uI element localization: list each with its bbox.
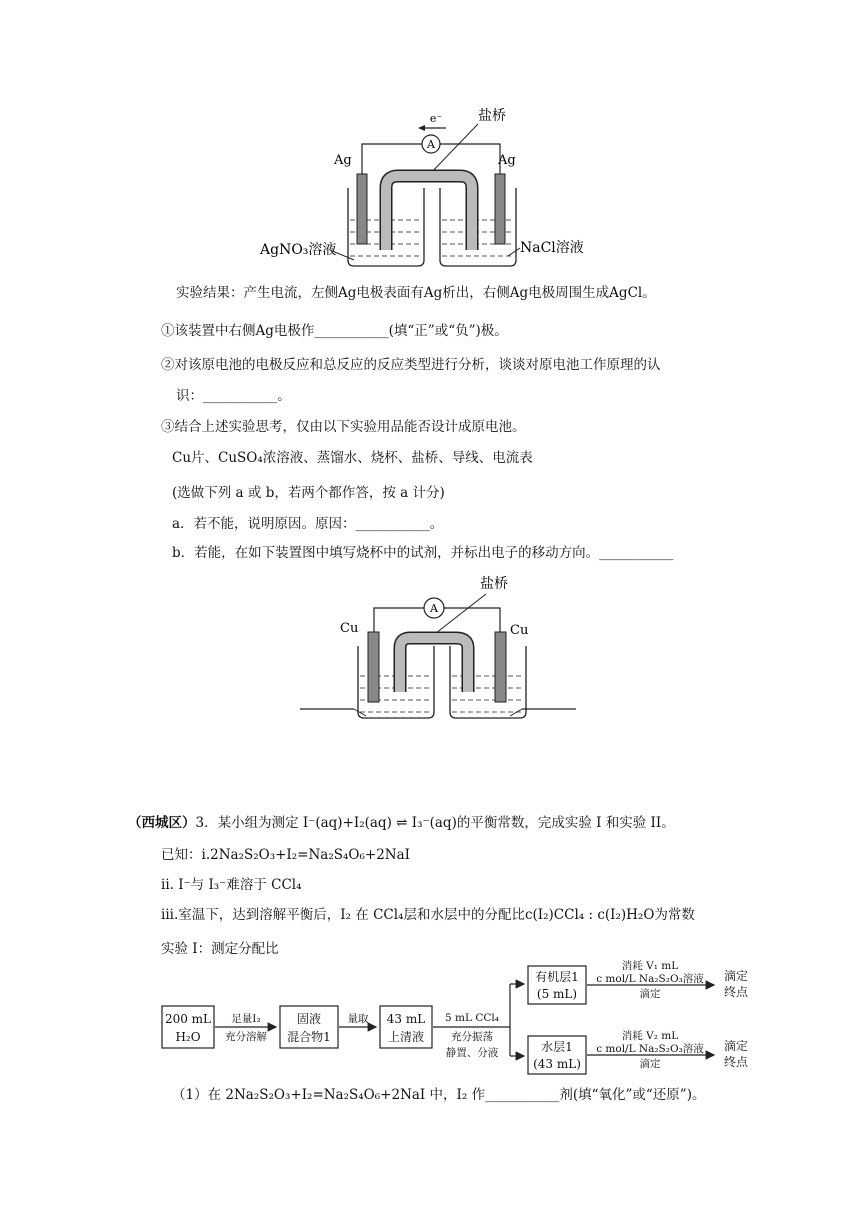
galvanic-cell-diagram-ag [260, 100, 630, 272]
question-1: ①该装置中右侧Ag电极作___________(填“正”或“负”)极。 [161, 323, 508, 339]
galvanic-cell-diagram-cu [296, 566, 580, 730]
box1-line2: H₂O [175, 1030, 201, 1044]
endpoint1-line1: 滴定 [723, 969, 749, 983]
known-i: 已知：i.2Na₂S₂O₃+I₂=Na₂S₄O₆+2NaI [161, 847, 410, 863]
arrow3-top: 5 mL CCl₄ [445, 1012, 499, 1024]
experiment-1-title: 实验 I：测定分配比 [161, 941, 279, 957]
right-solution-label: NaCl溶液 [520, 240, 584, 256]
left-cu-label: Cu [340, 621, 359, 636]
titration2-line2: c mol/L Na₂S₂O₃溶液 [596, 1043, 704, 1055]
left-cu-electrode [368, 632, 379, 702]
known-iii: iii.室温下，达到溶解平衡后，I₂ 在 CCl₄层和水层中的分配比c(I₂)CCl₄ : c(I₂)H₂O为常数 [161, 907, 695, 923]
experiment-result: 实验结果：产生电流，左侧Ag电极表面有Ag析出，右侧Ag电极周围生成AgCl。 [176, 285, 656, 301]
left-electrode-label: Ag [334, 153, 352, 168]
box4-line2: (5 mL) [536, 987, 578, 1001]
box5-line2: (43 mL) [533, 1057, 581, 1071]
option-b: b．若能，在如下装置图中填写烧杯中的试剂，并标出电子的移动方向。___________ [172, 545, 674, 561]
problem-3-question-1: （1）在 2Na₂S₂O₃+I₂=Na₂S₄O₆+2NaI 中，I₂ 作___________剂(填“氧化”或“还原”)。 [172, 1087, 706, 1103]
box2-line1: 固液 [296, 1012, 322, 1026]
endpoint1-line2: 终点 [723, 985, 749, 999]
salt-bridge-label-2: 盐桥 [480, 576, 508, 592]
right-ag-electrode [495, 174, 505, 244]
electron-label: e⁻ [429, 112, 443, 125]
arrow3-bottom: 静置、分液 [445, 1047, 499, 1059]
district-label: （西城区） [128, 815, 196, 831]
question-3: ③结合上述实验思考，仅由以下实验用品能否设计成原电池。 [161, 419, 526, 435]
right-cu-label: Cu [510, 623, 529, 638]
salt-bridge [386, 176, 472, 250]
question-2-line-1: ②对该原电池的电极反应和总反应的反应类型进行分析，谈谈对原电池工作原理的认 [161, 357, 661, 373]
problem-3-heading [128, 814, 675, 832]
arrow3-mid: 充分振荡 [451, 1031, 493, 1043]
left-ag-electrode [357, 174, 367, 244]
known-ii: ii. I⁻与 I₃⁻难溶于 CCl₄ [161, 877, 302, 893]
titration1-line1: 消耗 V₁ mL [621, 960, 679, 972]
right-cu-electrode [495, 632, 506, 702]
endpoint2-line2: 终点 [723, 1055, 749, 1069]
box1-line1: 200 mL [164, 1012, 212, 1026]
box4-line1: 有机层1 [535, 970, 579, 984]
arrow1-bottom: 充分溶解 [225, 1031, 267, 1043]
box3-line2: 上清液 [387, 1030, 425, 1044]
box3-line1: 43 mL [386, 1012, 426, 1026]
right-beaker-2 [450, 646, 526, 718]
box5-line1: 水层1 [541, 1040, 573, 1054]
ammeter-label-2: A [430, 602, 438, 615]
option-a: a．若不能，说明原因。原因：___________。 [172, 516, 444, 532]
problem-3-intro: 3．某小组为测定 I⁻(aq)+I₂(aq) ⇌ I₃⁻(aq)的平衡常数，完成实验 I 和实验 II。 [195, 815, 675, 831]
materials-list: Cu片、CuSO₄浓溶液、蒸馏水、烧杯、盐桥、导线、电流表 [172, 450, 533, 466]
left-solution-label: AgNO₃溶液 [260, 242, 337, 258]
titration1-line2: c mol/L Na₂S₂O₃溶液 [596, 973, 704, 985]
choose-note: (选做下列 a 或 b，若两个都作答，按 a 计分) [172, 485, 445, 501]
arrow2-top: 量取 [347, 1013, 369, 1025]
experiment-flowchart [158, 960, 758, 1080]
salt-bridge-label: 盐桥 [478, 108, 506, 124]
question-2-line-2: 识：___________。 [176, 388, 291, 404]
arrow1-top: 足量I₂ [231, 1013, 261, 1025]
titration2-line3: 滴定 [639, 1058, 661, 1070]
titration2-line1: 消耗 V₂ mL [621, 1030, 679, 1042]
titration1-line3: 滴定 [639, 988, 661, 1000]
ammeter-label: A [427, 138, 435, 151]
box2-line2: 混合物1 [287, 1030, 331, 1044]
right-electrode-label: Ag [498, 153, 516, 168]
endpoint2-line1: 滴定 [723, 1039, 749, 1053]
